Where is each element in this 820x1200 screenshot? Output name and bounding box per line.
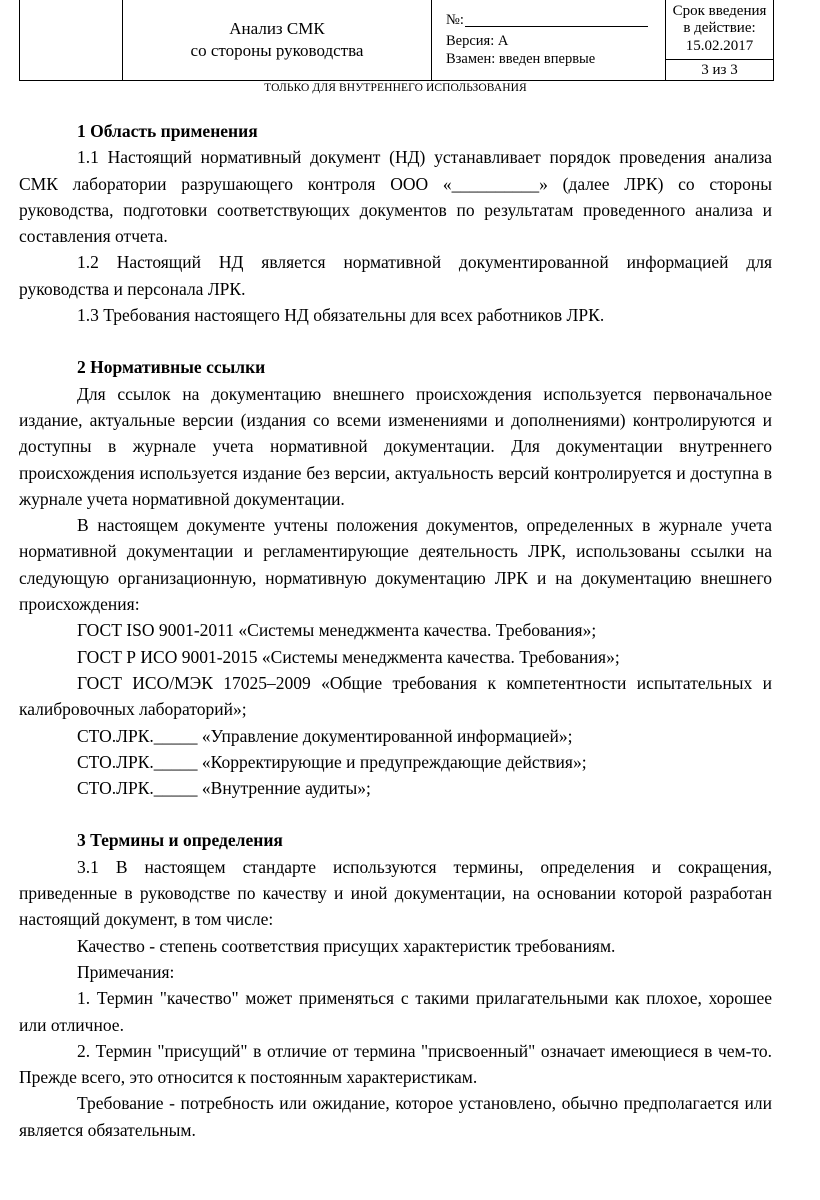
section3-notes-label: Примечания: xyxy=(77,961,175,982)
section1-heading: 1 Область применения xyxy=(77,121,258,141)
reference-item: СТО.ЛРК._____ «Корректирующие и предупреждающие действия»; xyxy=(77,751,587,772)
section3-definition-quality: Качество - степень соответствия присущих характеристик требованиям. xyxy=(77,935,616,956)
page-current: 3 xyxy=(701,62,709,78)
title-cell xyxy=(123,0,432,80)
document-replaces: Взамен: введен впервые xyxy=(446,51,596,67)
section2-paragraph-1: Для ссылок на документацию внешнего происхождения используется первоначальное издание, актуальные версии (издания со всеми изменениями и дополнениями) контролируются и доступны в журнале учета нормативной документации. Для документации внутреннего происхождения используется издание без версии, актуальность версий контролируется и доступна в журнале учета нормативной документации. xyxy=(19,383,772,509)
document-version: Версия: А xyxy=(446,33,509,49)
document-body xyxy=(19,118,772,1143)
section3-note-1: 1. Термин "качество" может применяться с такими прилагательными как плохое, хорошее или отличное. xyxy=(19,988,772,1035)
section1-paragraph-2: 1.2 Настоящий НД является нормативной документированной информацией для руководства и персонала ЛРК. xyxy=(19,252,772,299)
effective-cell xyxy=(666,0,773,80)
document-title-line1: Анализ СМК xyxy=(229,19,325,38)
spacer xyxy=(19,801,772,827)
effective-label-line1: Срок введения xyxy=(672,3,767,19)
section3-note-2: 2. Термин "присущий" в отличие от термина "присвоенный" означает имеющиеся в чем-то. Прежде всего, это относится к постоянным характеристикам. xyxy=(19,1040,772,1088)
document-number-blank xyxy=(465,26,648,27)
logo-cell xyxy=(20,0,123,80)
effective-date: 15.02.2017 xyxy=(685,38,754,54)
reference-item: ГОСТ Р ИСО 9001-2015 «Системы менеджмента качества. Требования»; xyxy=(77,646,620,667)
document-number-label: №: xyxy=(446,12,464,28)
spacer xyxy=(19,328,772,354)
page-of: из xyxy=(712,62,727,78)
reference-item: ГОСТ ИСО/МЭК 17025–2009 «Общие требования к компетентности испытательных и калибровочных лабораторий»; xyxy=(19,672,772,720)
section3-heading: 3 Термины и определения xyxy=(77,830,283,851)
section2-paragraph-2: В настоящем документе учтены положения документов, определенных в журнале учета нормативной документации и регламентирующие деятельность ЛРК, использованы ссылки на следующую организационную, нормативную документацию ЛРК и на документацию внешнего происхождения: xyxy=(19,515,772,615)
reference-item: ГОСТ ISO 9001-2011 «Системы менеджмента качества. Требования»; xyxy=(77,620,597,641)
meta-cell xyxy=(432,0,666,80)
page-counter xyxy=(666,62,773,78)
section2-heading: 2 Нормативные ссылки xyxy=(77,357,266,378)
section1-paragraph-3: 1.3 Требования настоящего НД обязательны для всех работников ЛРК. xyxy=(77,305,605,326)
effective-label-line2: в действие: xyxy=(683,20,756,36)
reference-item: СТО.ЛРК._____ «Управление документированной информацией»; xyxy=(77,725,573,746)
internal-use-notice: ТОЛЬКО ДЛЯ ВНУТРЕННЕГО ИСПОЛЬЗОВАНИЯ xyxy=(264,82,527,94)
section3-paragraph-1: 3.1 В настоящем стандарте используются термины, определения и сокращения, приведенные в руководстве по качеству и иной документации, на основании которой разработан настоящий документ, в том числе: xyxy=(19,856,772,930)
page-total: 3 xyxy=(730,62,738,78)
reference-item: СТО.ЛРК._____ «Внутренние аудиты»; xyxy=(77,778,371,799)
section3-definition-requirement: Требование - потребность или ожидание, которое установлено, обычно предполагается или является обязательным. xyxy=(19,1093,772,1140)
document-header xyxy=(19,0,774,81)
effective-divider xyxy=(666,59,773,60)
section1-paragraph-1: 1.1 Настоящий нормативный документ (НД) устанавливает порядок проведения анализа СМК лаборатории разрушающего контроля ООО «__________» (далее ЛРК) со стороны руководства, подготовки соответствующих документов по результатам проведенного анализа и составления отчета. xyxy=(19,147,772,247)
document-title-line2: со стороны руководства xyxy=(190,41,364,60)
